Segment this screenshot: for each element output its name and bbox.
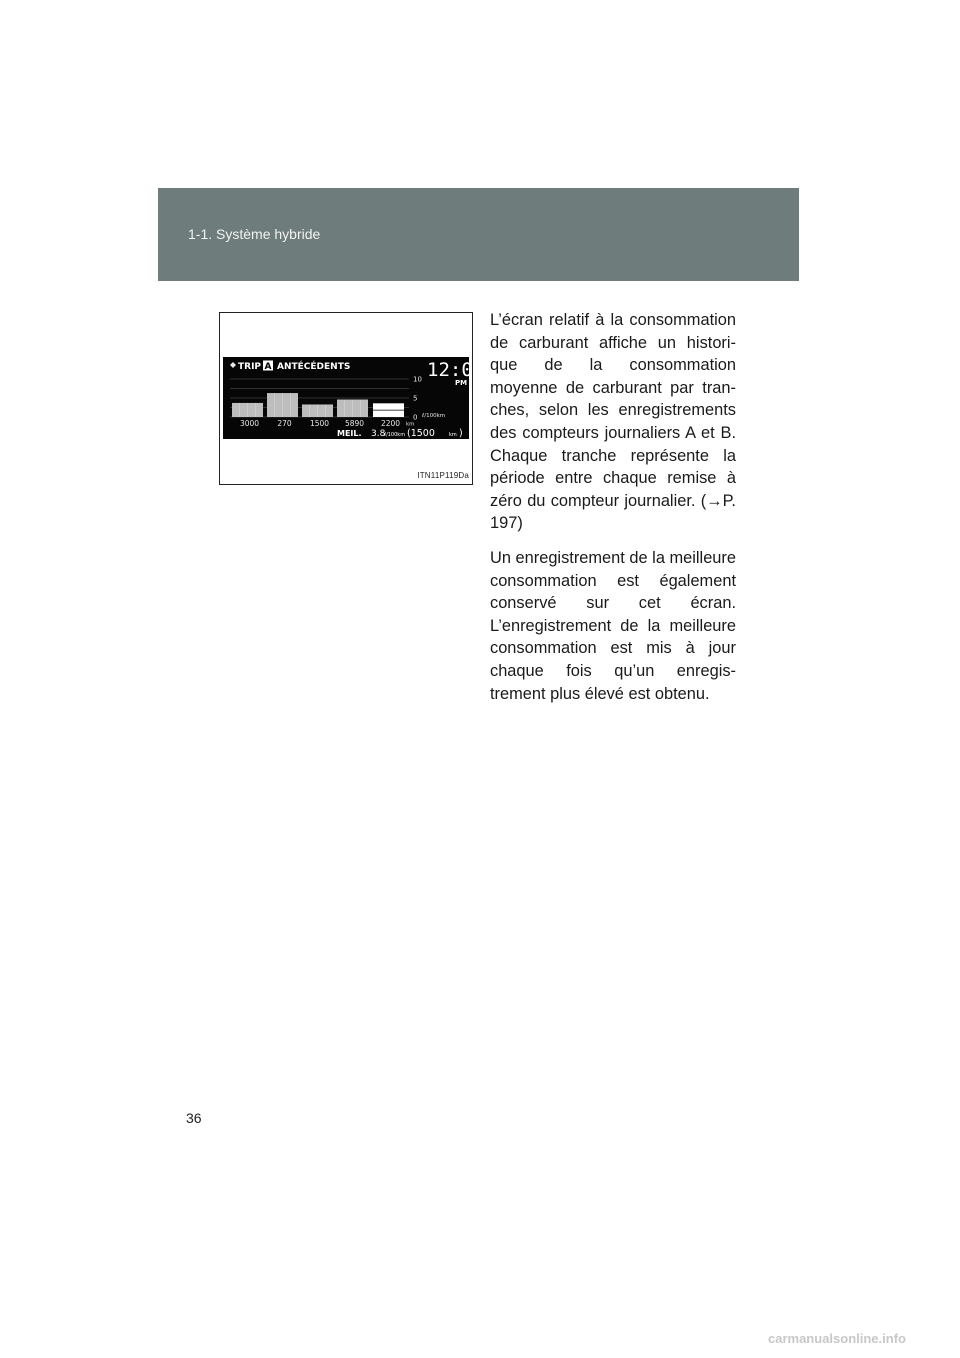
best-label: MEIL. <box>337 429 362 438</box>
x-label-2200: 2200 <box>380 419 401 428</box>
trip-badge: A <box>264 362 272 372</box>
y-tick-10: 10 <box>413 375 422 384</box>
y-tick-0: 0 <box>413 413 418 422</box>
chart-bars <box>232 393 404 417</box>
best-value: 3.8 <box>371 429 386 439</box>
x-label-3000: 3000 <box>239 419 260 428</box>
diamond-icon <box>230 362 236 368</box>
paragraph-best-record: Un enregistrement de la meilleure consommation est également conservé sur cet écran. L’enregistrement de la meilleure consommation est mis à jour chaque fois qu’un enregis-trement plus élevé est obtenu. <box>490 548 736 703</box>
clock-period: PM <box>455 379 468 387</box>
best-distance-close: ) <box>459 428 463 439</box>
clock-time: 12:00 <box>427 359 485 381</box>
y-tick-labels <box>413 376 422 422</box>
x-tick-labels <box>240 419 400 428</box>
best-unit: ℓ/100km <box>384 432 406 438</box>
x-label-5890: 5890 <box>344 419 365 428</box>
trip-label: TRIP <box>238 362 262 372</box>
page-number: 36 <box>186 1110 202 1126</box>
y-tick-5: 5 <box>413 394 418 403</box>
title-bar <box>230 360 350 372</box>
fuel-history-chart <box>223 357 485 439</box>
best-distance-unit: km <box>449 432 457 438</box>
figure-code: ITN11P119Da <box>417 471 469 480</box>
page-reference: (→P. 197) <box>490 491 736 533</box>
best-record <box>337 428 463 439</box>
section-label: 1-1. Système hybride <box>188 226 321 242</box>
fuel-history-screen <box>223 357 485 439</box>
y-unit-label: ℓ/100km <box>422 413 446 419</box>
screen-title: ANTÉCÉDENTS <box>277 362 351 372</box>
paragraph-history <box>490 309 736 535</box>
section-header-band <box>158 188 799 281</box>
paragraph-history-text: L’écran relatif à la consommation de carburant affiche un histori-que de la consommation moyenne de carburant par tran-ches, selon les enregistrements des compteurs journaliers A et B. Chaque tranche représente la période entre chaque remise à zéro du compteur journalier. <box>490 311 736 510</box>
x-unit-label: km <box>406 421 415 428</box>
x-label-270: 270 <box>277 419 292 428</box>
body-text <box>490 309 736 717</box>
watermark: carmanualsonline.info <box>768 1331 906 1346</box>
display-illustration <box>219 312 485 485</box>
x-label-1500: 1500 <box>309 419 330 428</box>
best-distance: (1500 <box>407 428 435 439</box>
